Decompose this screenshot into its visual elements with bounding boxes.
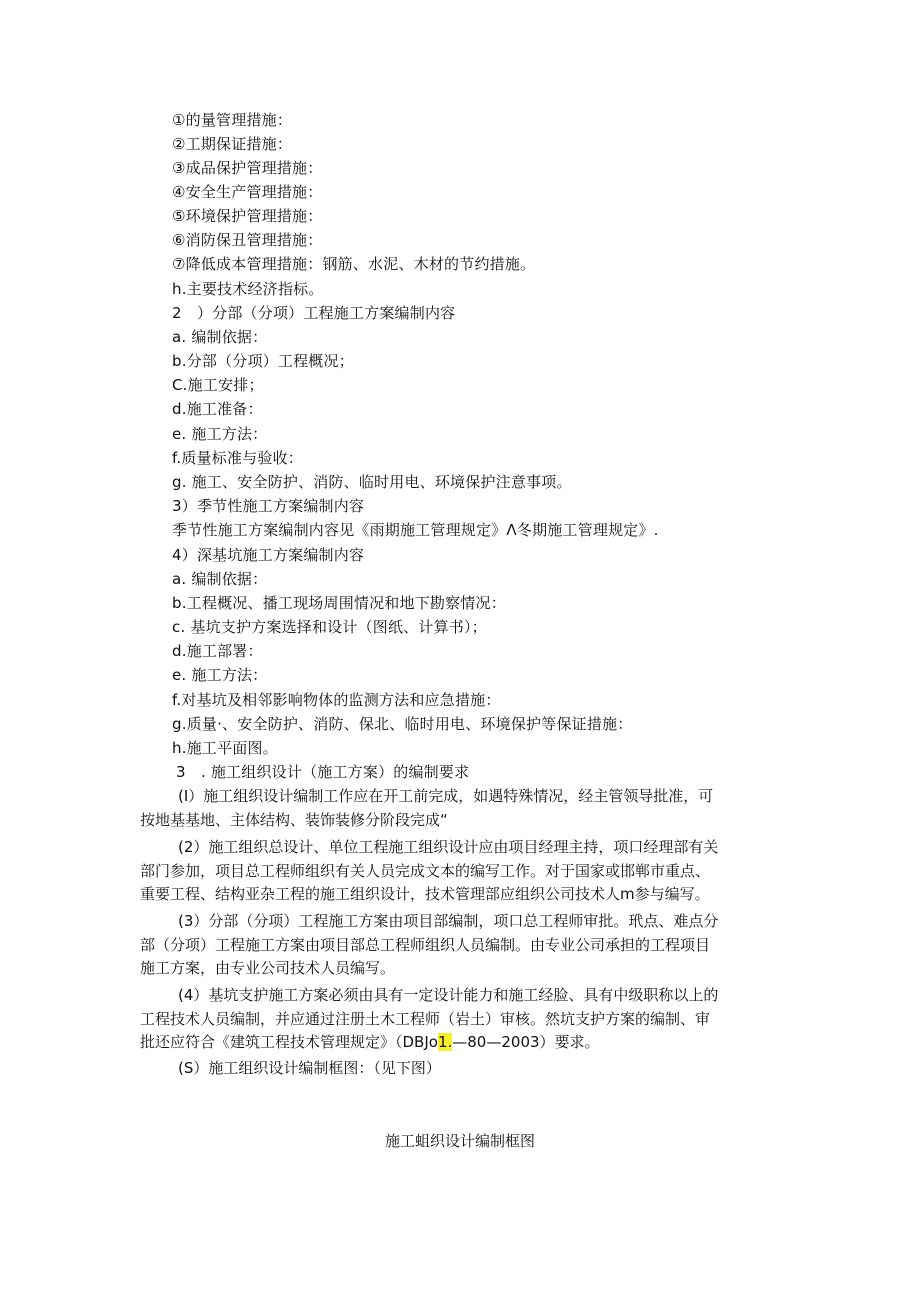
list-item: g. 施工、安全防护、消防、临时用电、环境保护注意事项。 — [172, 473, 572, 491]
list-item: ①的量管理措施： — [172, 111, 293, 129]
list-item: C.施工安排； — [172, 376, 264, 394]
list-item: c. 基坑支护方案选择和设计（图纸、计算书）； — [172, 618, 487, 636]
section-heading: 3 . 施工组织设计（施工方案）的编制要求 — [176, 763, 470, 781]
list-item: d.施工部署： — [172, 642, 263, 660]
list-item: e. 施工方法： — [172, 666, 268, 684]
paragraph-text: 批还应符合《建筑工程技术管理规定》（DBJo — [140, 1033, 438, 1051]
list-item: ②工期保证措施： — [172, 135, 293, 153]
paragraph-line: (3）分部（分项）工程施工方案由项目部编制，项口总工程师审批。玳点、难点分 — [178, 912, 719, 930]
paragraph-line — [140, 1031, 800, 1055]
highlighted-text: 1. — [437, 1033, 453, 1051]
list-item: ⑦降低成本管理措施：钢筋、水泥、木材的节约措施。 — [172, 255, 536, 273]
list-item: f.质量标准与验收： — [172, 449, 303, 467]
paragraph-line: 部（分项）工程施工方案由项目部总工程师组织人员编制。由专业公司承担的工程项目 — [140, 935, 711, 954]
list-item: ⑤环境保护管理措施： — [172, 207, 323, 225]
figure-caption: 施工蛆织设计编制框图 — [384, 1132, 535, 1150]
list-item: h.主要技术经济指标。 — [172, 280, 324, 298]
paragraph-5 — [140, 1057, 800, 1081]
paragraph-text: —80—2003）要求。 — [452, 1033, 600, 1051]
paragraph-1 — [140, 785, 800, 832]
paragraph-2 — [140, 836, 800, 907]
paragraph-line: (2）施工组织总设计、单位工程施工组织设计应由项目经理主持，项口经理部有关 — [178, 838, 719, 856]
list-item: d.施工准备： — [172, 400, 263, 418]
section-heading: 3）季节性施工方案编制内容 — [172, 497, 365, 515]
list-item: g.质量·、安全防护、消防、保北、临时用电、环境保护等保证措施： — [172, 715, 633, 733]
paragraph-3 — [140, 910, 800, 981]
paragraph-line: 施工方案，由专业公司技术人员编写。 — [140, 959, 396, 977]
section-heading: 2 ）分部（分项）工程施工方案编制内容 — [172, 304, 456, 322]
paragraph-line: 按地基基地、主体结构、装饰装修分阶段完成“ — [140, 810, 448, 829]
paragraph-line: 部门参加，项目总工程师组织有关人员完成文本的编写工作。对于国家或邯郸市重点、 — [140, 861, 711, 880]
list-item: b.工程概况、播工现场周围情况和地下勘察情况： — [172, 594, 506, 612]
list-item: ⑥消防保丑管理措施： — [172, 231, 323, 249]
body-line: 季节性施工方案编制内容见《雨期施工管理规定》Λ冬期施工管理规定》. — [172, 521, 659, 539]
list-item: f.对基坑及相邻影响物体的监测方法和应急措施： — [172, 691, 501, 709]
list-item: h.施工平面图。 — [172, 739, 278, 757]
list-item: a. 编制依据： — [172, 328, 268, 346]
paragraph-line: (4）基坑支护施工方案必须由具有一定设计能力和施工经脸、具有中级职称以上的 — [178, 986, 719, 1004]
paragraph-line: 重要工程、结构亚杂工程的施工组织设计，技术管理部应组织公司技术人m参与编写。 — [140, 885, 710, 903]
paragraph-line: (S）施工组织设计编制框图：（见下图） — [178, 1059, 441, 1077]
section-heading: 4）深基坑施工方案编制内容 — [172, 546, 365, 564]
paragraph-4 — [140, 984, 800, 1055]
list-item: ③成品保护管理措施： — [172, 159, 323, 177]
list-item: b.分部（分项）工程概况； — [172, 352, 354, 370]
paragraph-line: (I）施工组织设计编制工作应在开工前完成，如遇特殊情况，经主管领导批准，可 — [178, 787, 714, 805]
list-item: ④安全生产管理措施： — [172, 183, 323, 201]
list-item: e. 施工方法： — [172, 425, 268, 443]
list-item: a. 编制依据： — [172, 570, 268, 588]
paragraph-line: 工程技术人员编制，并应通过注册土木工程师（岩土）审核。然坑支护方案的编制、审 — [140, 1009, 711, 1028]
